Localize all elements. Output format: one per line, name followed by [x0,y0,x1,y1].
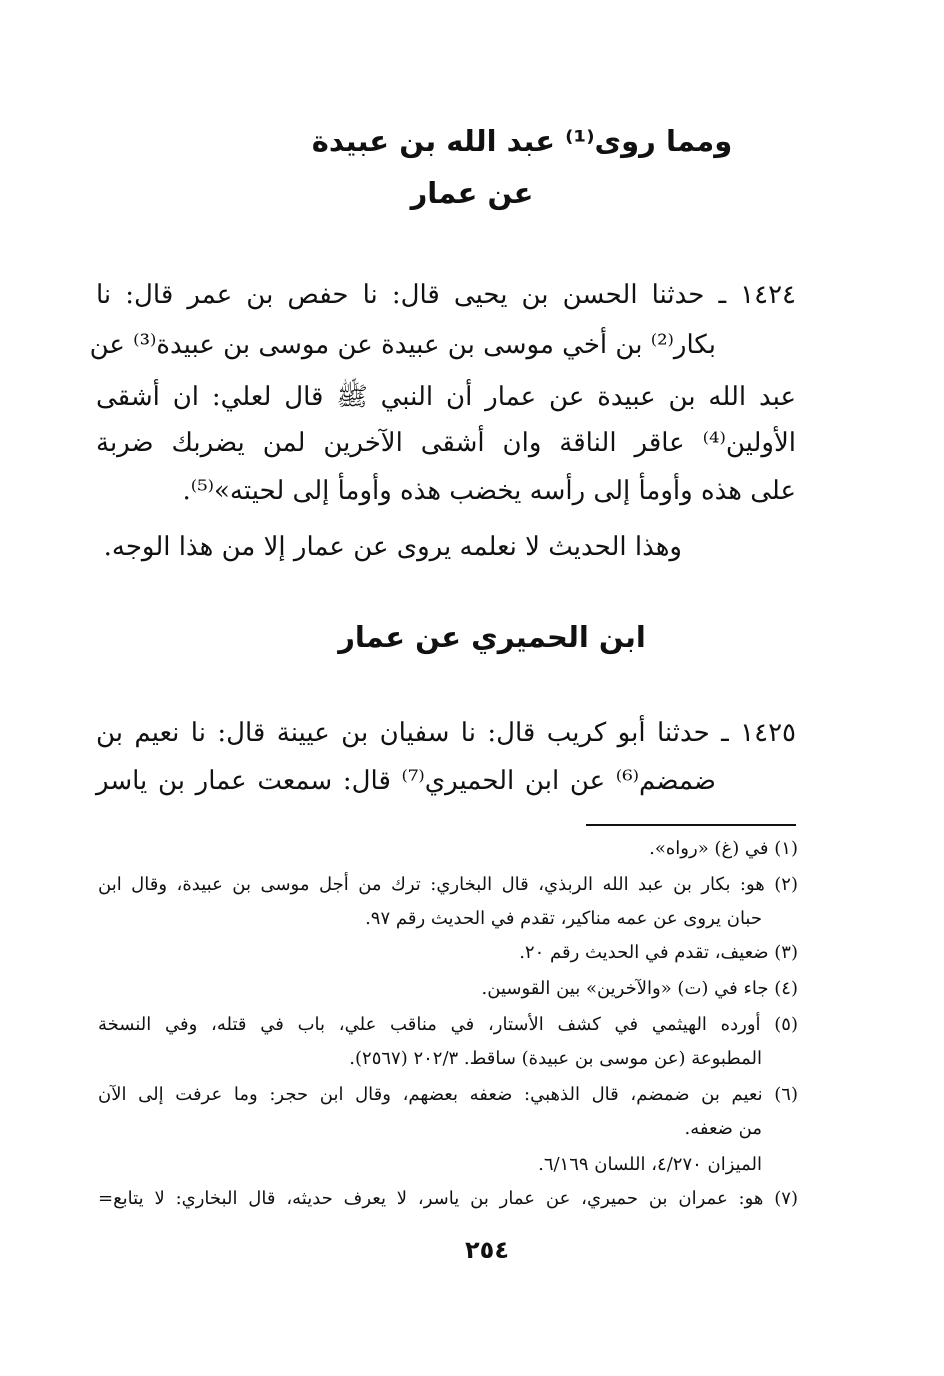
footnote-line: (٥) أورده الهيثمي في كشف الأستار، في مناقب علي، باب في قتله، وفي النسخة [98,1014,798,1035]
footnote-line: (٢) هو: بكار بن عبد الله الربذي، قال البخاري: ترك من أجل موسى بن عبيدة، وقال ابن [98,874,798,895]
footnote-line: حبان يروى عن عمه مناكير، تقدم في الحديث رقم ٩٧. [365,908,762,929]
hadith-1424-line: على هذه وأومأ إلى رأسه يخضب هذه وأومأ إلى لحيته»⁽⁵⁾. [182,476,796,506]
hadith-1424-line: الأولين⁽⁴⁾ عاقر الناقة وان أشقى الآخرين لمن يضربك ضربة [96,428,796,458]
footnote-line: (٤) جاء في (ت) «والآخرين» بين القوسين. [481,978,798,999]
section-title: ابن الحميري عن عمار [338,620,646,654]
footnote-line: (١) في (غ) «رواه». [649,838,798,859]
hadith-1425-line: ١٤٢٥ ـ حدثنا أبو كريب قال: نا سفيان بن عيينة قال: نا نعيم بن [96,718,796,748]
footnote-line: من ضعفه. [684,1118,762,1139]
hadith-1424-line: عبد الله بن عبيدة عن عمار أن النبي ﷺ قال لعلي: ان أشقى [96,382,796,412]
footnote-line: (٧) هو: عمران بن حميري، عن عمار بن ياسر، لا يعرف حديثه، قال البخاري: لا يتابع= [98,1188,798,1209]
hadith-1424-line: ١٤٢٤ ـ حدثنا الحسن بن يحيى قال: نا حفص بن عمر قال: نا [96,280,796,310]
hadith-1424-line: بكار⁽²⁾ بن أخي موسى بن عبيدة عن موسى بن عبيدة⁽³⁾ عن [89,330,716,360]
chapter-title-line1: ومما روى⁽¹⁾ عبد الله بن عبيدة [311,124,733,158]
hadith-comment: وهذا الحديث لا نعلمه يروى عن عمار إلا من هذا الوجه. [103,532,682,562]
hadith-1425-line: ضمضم⁽⁶⁾ عن ابن الحميري⁽⁷⁾ قال: سمعت عمار بن ياسر [96,766,716,796]
page-number: ٢٥٤ [465,1236,509,1264]
footnote-line: المطبوعة (عن موسى بن عبيدة) ساقط. ٢٠٢/٣ (٢٥٦٧). [349,1048,762,1069]
footnote-line: الميزان ٤/٢٧٠، اللسان ٦/١٦٩. [538,1154,762,1175]
footnote-line: (٦) نعيم بن ضمضم، قال الذهبي: ضعفه بعضهم، وقال ابن حجر: وما عرفت إلى الآن [98,1084,798,1105]
footnote-separator [586,824,796,826]
chapter-title-line2: عن عمار [410,176,534,210]
footnote-line: (٣) ضعيف، تقدم في الحديث رقم ٢٠. [519,942,798,963]
